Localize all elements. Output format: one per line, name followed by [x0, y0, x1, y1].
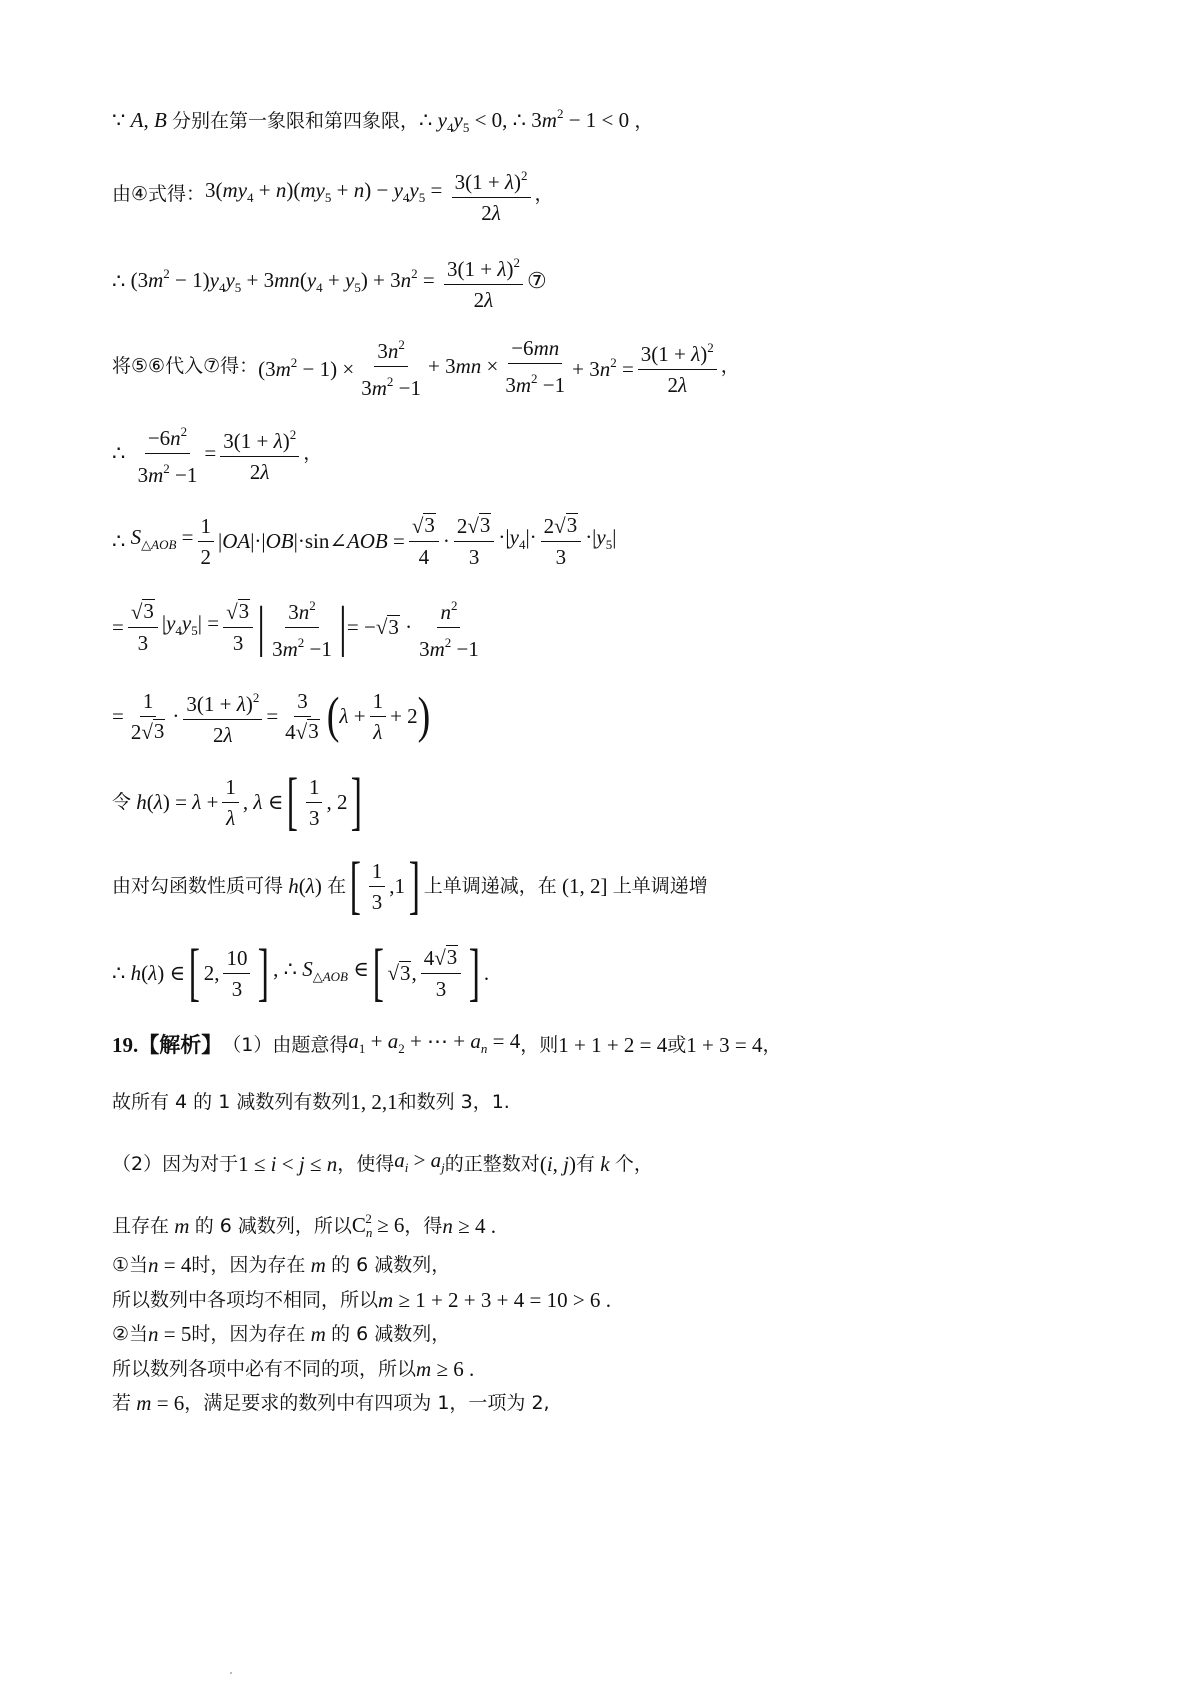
fraction-10-over-3: $\frac{10}{3}$	[223, 945, 250, 1002]
monotonicity-text-c: 上单调递减，在	[423, 875, 557, 897]
fraction-6mn: $\frac{-6mn}{3m^2 -1}$	[505, 335, 566, 397]
q19-case-n4-result: 所以数列中各项均不相同，所以 m ≥ 1 + 2 + 3 + 4 = 10 > 6 .	[112, 1288, 611, 1312]
monotonicity-text-d: 上单调递增	[612, 875, 708, 897]
page-speck	[230, 1672, 232, 1674]
fraction-lambda: $\frac{3(1 + \lambda)^2}{2\lambda}$	[444, 250, 523, 313]
reduced-equation: ∴ $\frac{-6n^2}{3m^2 -1}$ = $\frac{3(1 + \lambda)^2}{2\lambda}$ ，	[112, 425, 322, 481]
q19-p3-text-b: ，使得	[337, 1153, 395, 1175]
q19-p2-seq: 1, 2,1	[350, 1090, 398, 1114]
fraction-1-over-3: $\frac{1}{3}$	[306, 774, 323, 831]
monotonicity-line: 由对勾函数性质可得 h(λ) 在 [ $\frac{1}{3}$ ,1 ] 上单调递减，在 (1, 2] 上单调递增	[112, 850, 708, 922]
fraction-3n2: $\frac{3n^2}{3m^2 -1}$	[358, 332, 424, 401]
q19-p6-text-a: 所以数列中各项均不相同，所以	[112, 1289, 379, 1311]
fraction-1-over-lambda: $\frac{1}{\lambda}$	[222, 774, 239, 831]
q19-p5-text-c: 的 6 减数列，	[331, 1254, 451, 1276]
area-step-3: = 1 2√ 3 · $\frac{3(1 + \lambda)^2}{2\lambda}$ = 3 4√ 3 ( λ + $\frac{1}{\lambda}$ + 2 )	[112, 687, 430, 745]
q19-p2-text-c: 和数列 3，1.	[397, 1091, 510, 1113]
q19-p4-text-d: .	[490, 1214, 496, 1238]
q19-part2-condition: 且存在 m 的 6 减数列，所以 $C_n^2 \ge 6$ ，得 n ≥ 4 .	[112, 1211, 496, 1240]
q19-p5-text-a: ①当	[112, 1254, 149, 1276]
range-conclusion: ∴ h(λ) ∈ [ 2, $\frac{10}{3}$ ] , ∴ $S_{\triangle AOB}$ ∈ [ √ 3 , 4√ 3 3 ] .	[112, 937, 490, 1009]
fraction-sqrt3-over-3: √ 3 3	[128, 599, 158, 656]
define-prefix: 令	[112, 791, 132, 813]
q19-p4-text-c: ，得	[404, 1215, 443, 1237]
q19-p1-text-a: （1）由题意得	[222, 1034, 349, 1056]
q19-p1-text-d: ，	[762, 1034, 782, 1056]
line-quadrant-condition	[112, 102, 653, 140]
q19-p3-text-a: （2）因为对于	[112, 1153, 239, 1175]
fraction-4sqrt3-over-3: 4√ 3 3	[421, 945, 462, 1002]
monotonicity-text-a: 由对勾函数性质可得	[112, 875, 284, 897]
q19-p3-text-c: 的正整数对	[444, 1153, 540, 1175]
equation-from-4-prefix: 由④式得：	[112, 183, 206, 205]
fraction-1-over-3: $\frac{1}{3}$	[369, 858, 386, 915]
define-h: 令 h(λ) = λ + $\frac{1}{\lambda}$ , λ ∈ [ $\frac{1}{3}$ , 2 ]	[112, 766, 363, 838]
q19-p9-text-a: 若	[112, 1392, 132, 1414]
q19-heading: 19.【解析】	[112, 1033, 223, 1057]
fraction-lambda: $\frac{3(1 + \lambda)^2}{2\lambda}$	[220, 422, 299, 485]
fraction-lambda: $\frac{3(1 + \lambda)^2}{2\lambda}$	[452, 163, 531, 226]
fraction-sqrt3-over-4: √ 3 4	[409, 513, 439, 570]
fraction-lambda: $\frac{3(1 + \lambda)^2}{2\lambda}$	[183, 685, 262, 748]
monotonicity-text-b: 在	[327, 875, 347, 897]
fraction-lambda: $\frac{3(1 + \lambda)^2}{2\lambda}$	[638, 335, 717, 398]
therefore-sign: ∴	[112, 529, 126, 553]
q19-case-n5: ②当 n = 5 时，因为存在 m 的 6 减数列，	[112, 1322, 451, 1346]
q19-p2-text-a: 故所有 4 的 1 减数列有数列	[112, 1091, 351, 1113]
fraction-2sqrt3-over-3: 2√ 3 3	[454, 513, 495, 570]
q19-part2-intro: （2）因为对于 1 ≤ i < j ≤ n ，使得 $a_i > a_j$ 的正整数对 (i, j) 有 k 个，	[112, 1148, 653, 1176]
substitution-line: 将⑤⑥代入⑦得： $(3m^2 - 1)$ × $\frac{3n^2}{3m^2 -1}$ + 3mn × $\frac{-6mn}{3m^2 -1}$ + $3n^2$ = $\frac{3(1 + \lambda)^2}{2\lambda}$ ，	[112, 338, 740, 394]
fraction-6n2: $\frac{-6n^2}{3m^2 -1}$	[135, 419, 201, 488]
q19-p3-text-e: 个，	[614, 1153, 653, 1175]
q19-case-m6: 若 m = 6 ，满足要求的数列中有四项为 1，一项为 2,	[112, 1391, 550, 1415]
area-step-2: = √ 3 3 $|y_4y_5|$ = √ 3 3 | $\frac{3n^2}{3m^2 -1}$ | = −√ 3 · $\frac{n^2}{3m^2 -1}$	[112, 598, 486, 656]
q19-part1-conclusion	[112, 1090, 510, 1114]
q19-p4-text-a: 且存在	[112, 1215, 170, 1237]
therefore-sign: ∴	[112, 961, 126, 985]
q19-part1: 19.【解析】 （1）由题意得 $a_1 + a_2$ + ⋯ + $a_n = 4$ ，则 1 + 1 + 2 = 4 或 1 + 3 = 4 ，	[112, 1029, 782, 1057]
equation-from-4: 由④式得： $3(my_4 + n)(my_5 + n) - y_4y_5$ = $\frac{3(1 + \lambda)^2}{2\lambda}$ ，	[112, 166, 554, 222]
fraction-3n2: $\frac{3n^2}{3m^2 -1}$	[269, 593, 335, 662]
area-formula: ∴ $S_{\triangle AOB}$ = $\frac{1}{2}$ |OA|·|OB|·sin∠AOB = √ 3 4 · 2√ 3 3 $\cdot|y_4|\cdot$ 2√ 3 3 $\cdot|y_5|$	[112, 512, 617, 569]
q19-case-n5-result: 所以数列各项中必有不同的项，所以 m ≥ 6 .	[112, 1357, 475, 1381]
q19-p1-text-c: 或	[667, 1034, 687, 1056]
q19-p7-text-b: 时，因为存在	[191, 1323, 306, 1345]
q19-p6-text-b: .	[605, 1288, 611, 1312]
fraction-1-over-lambda: $\frac{1}{\lambda}$	[370, 688, 387, 745]
line-quadrant-text: ∵ A, B 分别在第一象限和第四象限，∴ $y_4y_5 < 0$, ∴ $3m^2 - 1 < 0$ ，	[112, 106, 654, 135]
fraction-3-over-4sqrt3: 3 4√ 3	[285, 688, 319, 744]
q19-p1-text-b: ，则	[520, 1034, 559, 1056]
equation-7-lhs: $(3m^2 - 1)y_4y_5 + 3mn(y_4 + y_5) + 3n^2$ =	[130, 266, 440, 295]
equation-7	[112, 253, 547, 312]
fraction-half: $\frac{1}{2}$	[198, 513, 215, 570]
q19-p8-text-a: 所以数列各项中必有不同的项，所以	[112, 1358, 417, 1380]
fraction-1-over-2sqrt3: 1 2√ 3	[130, 688, 165, 744]
equation-from-4-lhs: $3(my_4 + n)(my_5 + n) - y_4y_5$ =	[205, 178, 448, 205]
therefore-sign: ∴	[112, 269, 126, 293]
q19-p5-text-b: 时，因为存在	[191, 1254, 306, 1276]
q19-p9-text-b: ，满足要求的数列中有四项为 1，一项为 2,	[184, 1392, 550, 1414]
equation-7-mark: ⑦	[526, 268, 547, 293]
q19-p4-text-b: 的 6 减数列，所以	[194, 1215, 352, 1237]
q19-p3-text-d: 有	[576, 1153, 596, 1175]
fraction-sqrt3-over-3: √ 3 3	[223, 599, 253, 656]
q19-p7-text-c: 的 6 减数列，	[331, 1323, 451, 1345]
fraction-2sqrt3-over-3: 2√ 3 3	[541, 513, 582, 570]
q19-p7-text-a: ②当	[112, 1323, 149, 1345]
q19-p8-text-b: .	[468, 1357, 475, 1381]
substitution-prefix: 将⑤⑥代入⑦得：	[112, 355, 259, 377]
therefore-sign: ∴	[112, 441, 126, 465]
fraction-n2: $\frac{n^2}{3m^2 -1}$	[416, 593, 482, 662]
q19-case-n4: ①当 n = 4 时，因为存在 m 的 6 减数列，	[112, 1253, 451, 1277]
